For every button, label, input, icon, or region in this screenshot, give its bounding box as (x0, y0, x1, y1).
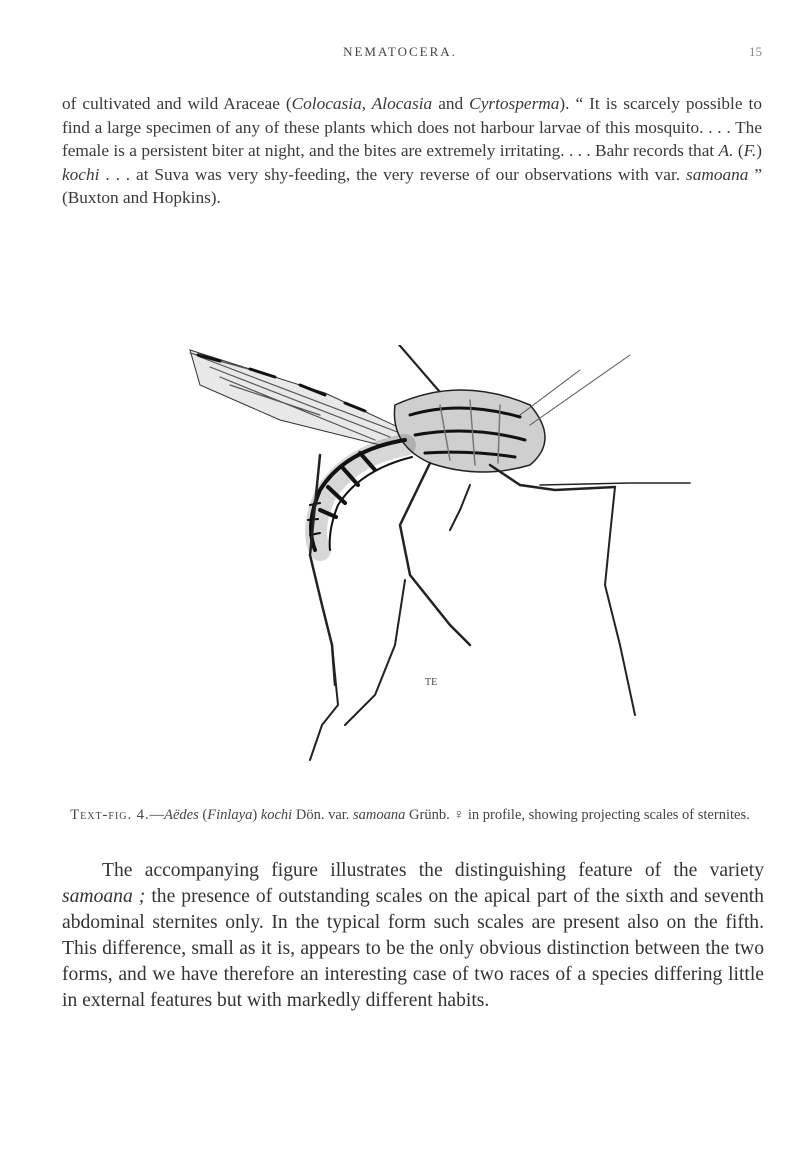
wing (190, 350, 415, 445)
text-run: samoana (685, 164, 749, 184)
mosquito-illustration (160, 345, 720, 795)
page-number: 15 (749, 44, 762, 59)
text-run: ). “ It is scarcely possible to find a large specimen of any of these plants which does not harbour larvae of this mosquito. . . . The female is a persistent biter at night, and the bites are extremely irritating. . . . Bahr records that (62, 94, 762, 160)
text-run: The accompanying figure illustrates the distinguishing feature of the variety (102, 860, 764, 881)
legs (310, 455, 690, 760)
text-run: — (149, 807, 165, 823)
text-run: the presence of outstanding scales on the apical part of the sixth and seventh abdominal sternites only. In the typical form such scales are present also on the fifth. This difference, small as it is, appears to be the only obvious distinction between the two forms, and we have therefore an interesting case of two races of a species differing little in external features but with markedly different habits. (62, 886, 764, 1011)
text-run: Dön. var. (292, 807, 354, 823)
text-run: A. (718, 141, 734, 160)
thorax (394, 390, 545, 472)
abdomen (308, 440, 412, 550)
text-run: and (432, 94, 470, 113)
text-run: . . . at Suva was very shy-feeding, the very reverse of our observations with var. (99, 164, 686, 184)
text-run: F. (743, 141, 757, 160)
text-run: Colocasia, Alocasia (291, 94, 433, 113)
body-paragraph (62, 858, 764, 1014)
text-run: ( (198, 807, 208, 823)
text-run: Finlaya (207, 807, 253, 823)
page-header (0, 44, 800, 64)
text-run: ) (756, 141, 762, 160)
text-run: ( (733, 141, 744, 160)
text-run: of cultivated and wild Araceae ( (62, 94, 292, 113)
figure-initials: TE (425, 677, 438, 688)
text-run: Cyrtosperma (469, 94, 560, 113)
text-run: kochi (260, 807, 293, 823)
text-run: ) (252, 807, 261, 823)
text-run: samoana ; (62, 886, 146, 907)
text-run: Grünb. ♀ in profile, showing projecting scales of sternites. (405, 807, 750, 823)
text-run: Aëdes (164, 807, 199, 823)
bottom-paragraph (62, 858, 764, 1014)
running-title: NEMATOCERA. (343, 44, 457, 59)
mosquito-figure (160, 345, 720, 795)
quoted-paragraph (62, 92, 762, 210)
top-paragraph (62, 92, 762, 210)
text-run: samoana (353, 807, 406, 823)
text-run: kochi (62, 164, 100, 184)
figure-caption (70, 806, 750, 825)
text-run: ” (Buxton and Hopkins). (62, 164, 762, 207)
caption-label: Text-fig. 4. (70, 807, 150, 823)
